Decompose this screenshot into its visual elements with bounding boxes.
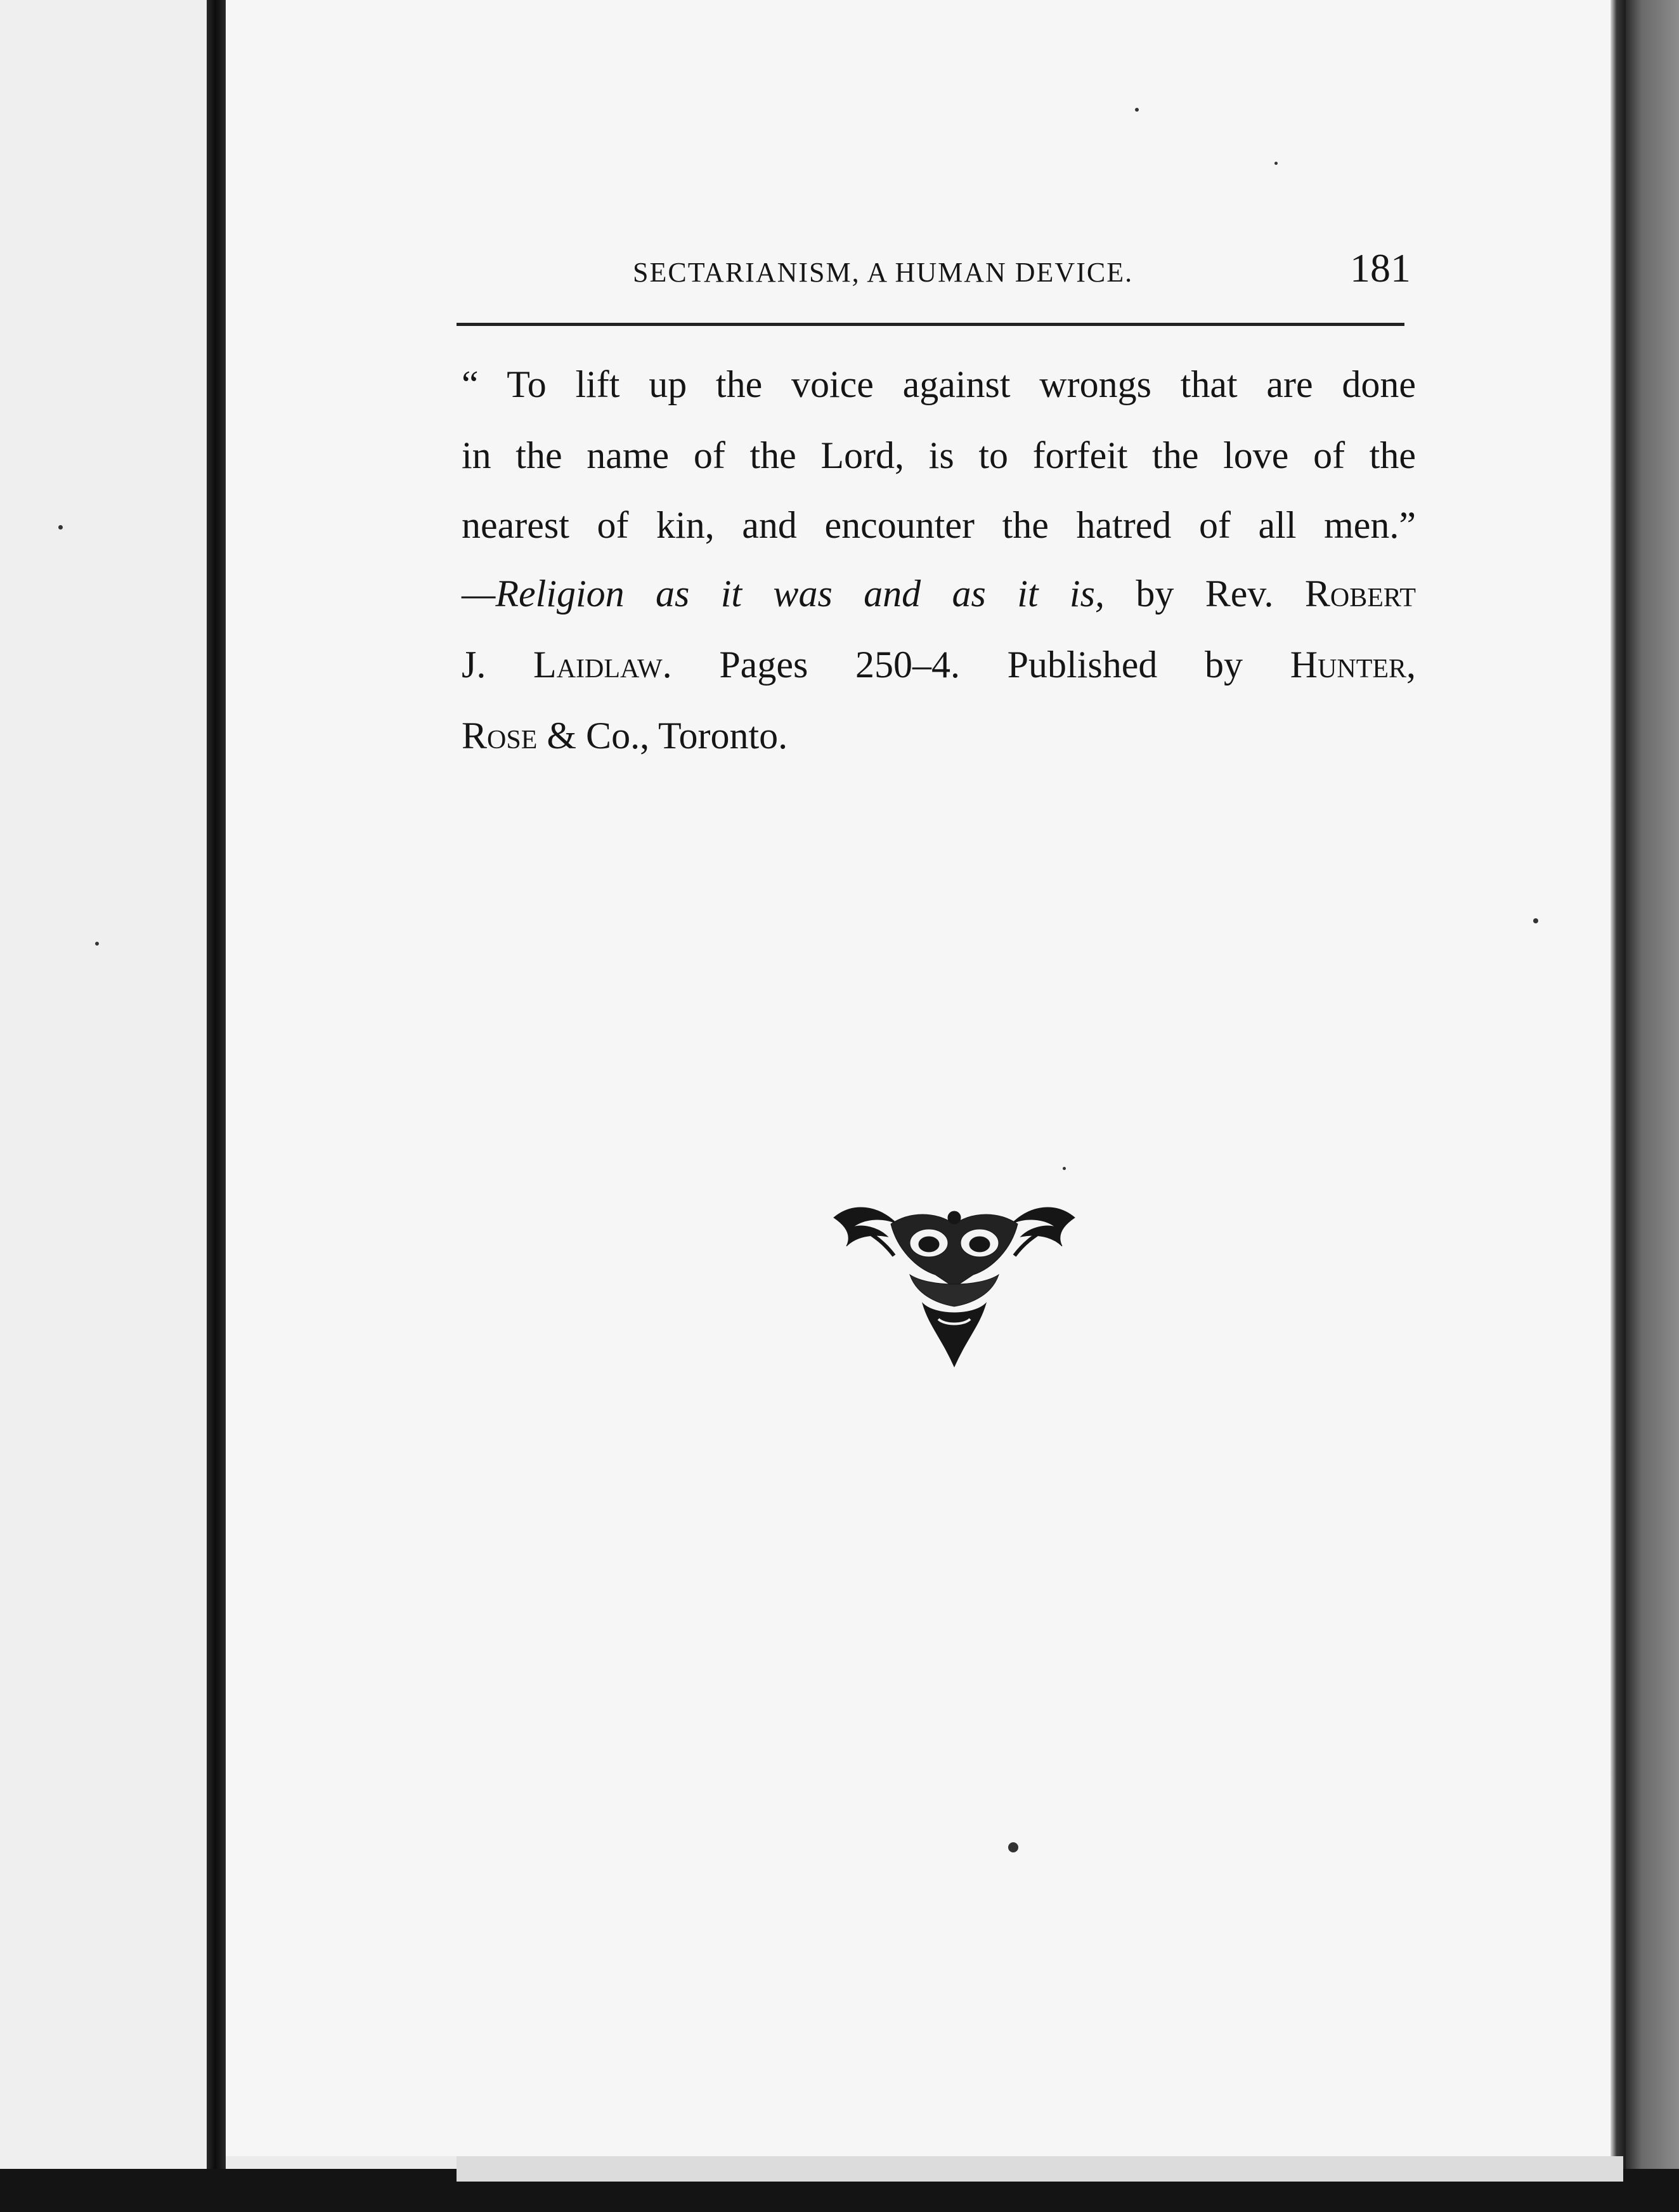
scan-speck bbox=[95, 942, 99, 946]
citation-publisher-second: Rose bbox=[462, 715, 538, 757]
citation-by-rev: by Rev. bbox=[1136, 573, 1274, 615]
scan-speck bbox=[58, 525, 63, 530]
page-number: 181 bbox=[1350, 245, 1411, 290]
citation-published-by: Published by bbox=[1007, 644, 1243, 686]
citation-line-2 bbox=[462, 642, 1416, 687]
citation-book-title: —Religion as it was and as it is, bbox=[462, 573, 1105, 615]
page-bottom-strip bbox=[457, 2156, 1623, 2182]
book-gutter bbox=[207, 0, 226, 2182]
quote-line-1: “ To lift up the voice against wrongs that are done bbox=[462, 363, 1416, 405]
citation-publisher-first: Hunter, bbox=[1290, 644, 1416, 686]
citation-publisher-rest: & Co., bbox=[547, 715, 650, 757]
quote-line-3: nearest of kin, and encounter the hatred of all men.” bbox=[462, 504, 1416, 546]
page-edge-shadow bbox=[1611, 0, 1626, 2169]
scan-speck bbox=[1533, 918, 1538, 923]
scan-border-right bbox=[1626, 0, 1679, 2212]
scan-speck bbox=[1063, 1167, 1066, 1170]
scan-speck bbox=[1135, 108, 1139, 112]
citation-author-initial: J. bbox=[462, 644, 486, 686]
running-head bbox=[457, 242, 1411, 293]
citation-line-1 bbox=[462, 571, 1416, 616]
running-head-title: SECTARIANISM, A HUMAN DEVICE. bbox=[633, 257, 1134, 288]
citation-city: Toronto. bbox=[658, 715, 788, 757]
left-page-edge bbox=[0, 0, 209, 2212]
citation-author-first: Robert bbox=[1304, 573, 1416, 615]
quote-line-2: in the name of the Lord, is to forfeit the love of the bbox=[462, 434, 1416, 476]
header-rule bbox=[457, 323, 1404, 326]
scan-speck bbox=[1274, 162, 1278, 165]
citation-pages: Pages 250–4. bbox=[719, 644, 960, 686]
scan-speck bbox=[1008, 1842, 1018, 1852]
citation-author-last: Laidlaw. bbox=[533, 644, 672, 686]
citation-line-3 bbox=[462, 713, 1416, 758]
printers-ornament-icon bbox=[827, 1199, 1081, 1370]
